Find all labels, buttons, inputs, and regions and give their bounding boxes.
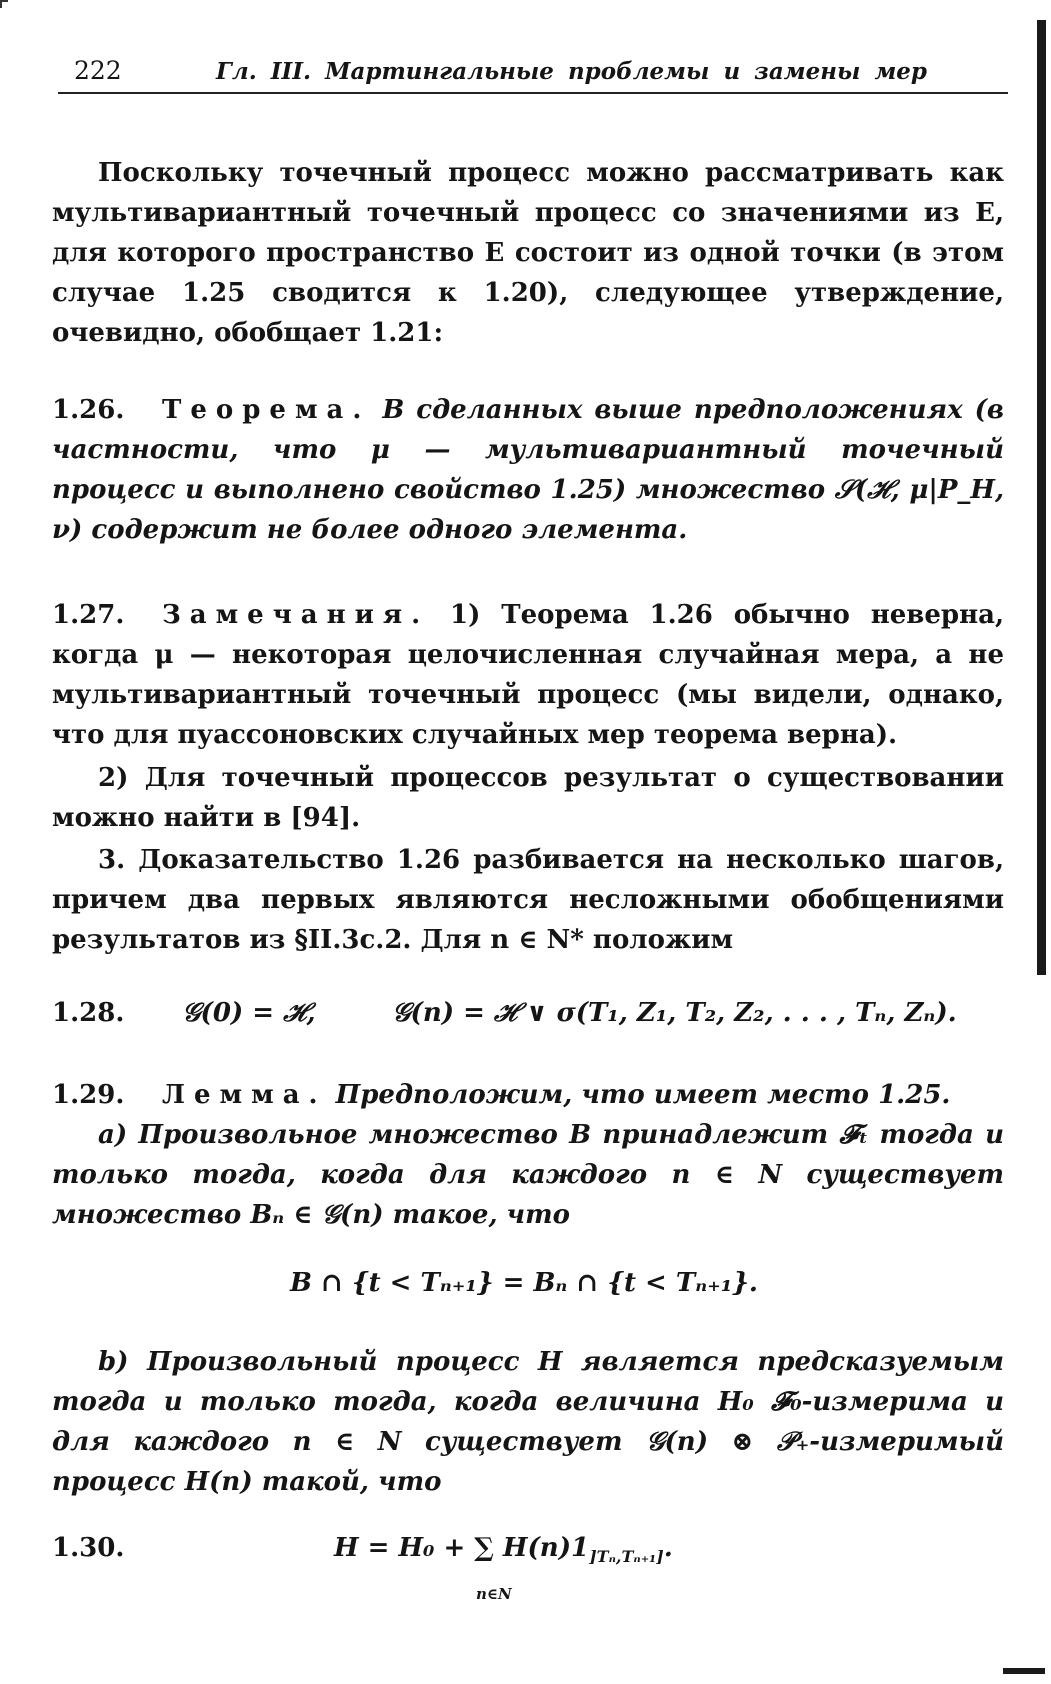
eq-130-sum-index: n∈N (476, 1585, 512, 1603)
running-title: Гл. III. Мартингальные проблемы и замены мер (216, 58, 928, 85)
lemma-label: Лемма. (162, 1080, 327, 1110)
eq-128-number: 1.28. (52, 998, 125, 1028)
lemma-block (52, 1075, 1004, 1115)
remark-3: 3. Доказательство 1.26 разбивается на несколько шагов, причем два первых являются несложными обобщениями результатов из §II.3c.2. Для n ∈ N* положим (52, 845, 1004, 955)
scan-margin-bar (1037, 20, 1046, 975)
eq-130-main: H = H₀ + ∑ H(n)1 (334, 1533, 590, 1563)
lemma-intro: Предположим, что имеет место 1.25. (335, 1080, 951, 1110)
page-header (58, 56, 1008, 94)
remarks-label: Замечания. (162, 600, 430, 630)
remarks-number: 1.27. (52, 600, 125, 630)
theorem-text: В сделанных выше предположениях (в частности, что μ — мультивариантный точечный процесс и выполнено свойство 1.25) множество 𝒮(ℋ, μ|P_H, ν) содержит не более одного элемента. (52, 395, 1004, 545)
scan-footer-mark (1003, 1668, 1045, 1674)
remark-1: 1) Теорема 1.26 обычно неверна, когда μ — некоторая целочисленная случайная мера, а не мультивариантный точечный процесс (мы видели, однако, что для пуассоновских случайных мер теорема верна). (52, 600, 1004, 750)
theorem-block (52, 390, 1004, 550)
eq-130-formula (334, 1533, 673, 1566)
lemma-part-b: b) Произвольный процесс H является предсказуемым тогда и только тогда, когда величина H₀ 𝓕₀-измерима и для каждого n ∈ N существует 𝒢(n) ⊗ 𝒫₊-измеримый процесс H(n) такой, что (52, 1347, 1004, 1497)
eq-128-right: 𝒢(n) = ℋ ∨ σ(T₁, Z₁, T₂, Z₂, . . . , Tₙ, Zₙ). (392, 998, 957, 1028)
lemma-eq-a: B ∩ {t < Tₙ₊₁} = Bₙ ∩ {t < Tₙ₊₁}. (290, 1268, 758, 1298)
remarks-block (52, 595, 1004, 755)
theorem-label: Теорема. (162, 395, 371, 425)
eq-130-number: 1.30. (52, 1533, 125, 1563)
remark-2: 2) Для точечный процессов результат о существовании можно найти в [94]. (52, 763, 1004, 833)
theorem-number: 1.26. (52, 395, 125, 425)
scan-corner-mark (0, 0, 8, 8)
page-number: 222 (74, 56, 122, 85)
eq-128-left: 𝒢(0) = ℋ, (182, 998, 316, 1028)
eq-130-period: . (663, 1533, 673, 1563)
lemma-number: 1.29. (52, 1080, 125, 1110)
lemma-part-a: a) Произвольное множество B принадлежит 𝓕ₜ тогда и только тогда, когда для каждого n ∈ N существует множество Bₙ ∈ 𝒢(n) такое, что (52, 1120, 1004, 1230)
eq-130-interval: ]Tₙ,Tₙ₊₁] (589, 1547, 664, 1566)
intro-paragraph: Поскольку точечный процесс можно рассматривать как мультивариантный точечный процесс со значениями из E, для которого пространство E состоит из одной точки (в этом случае 1.25 сводится к 1.20), следующее утверждение, очевидно, обобщает 1.21: (52, 158, 1004, 348)
